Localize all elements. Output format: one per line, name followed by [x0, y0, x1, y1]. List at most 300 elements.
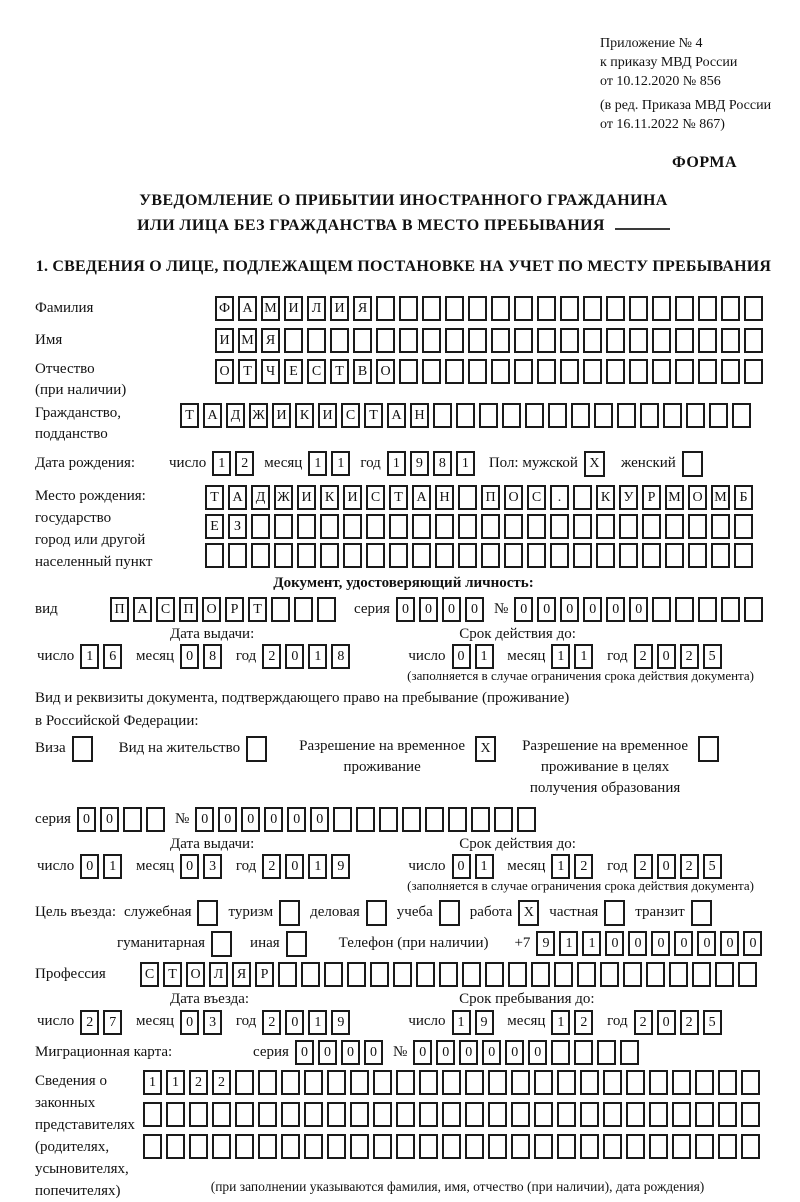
char-cell[interactable] [143, 1134, 162, 1159]
char-cell[interactable] [560, 328, 579, 353]
char-cell[interactable] [718, 1102, 737, 1127]
char-cell[interactable]: Л [307, 296, 326, 321]
char-cell[interactable] [721, 328, 740, 353]
char-cell[interactable] [623, 962, 642, 987]
char-cell[interactable] [373, 1070, 392, 1095]
char-cell[interactable] [297, 514, 316, 539]
char-cell[interactable] [652, 597, 671, 622]
char-cell[interactable]: Т [330, 359, 349, 384]
char-cell[interactable]: Я [232, 962, 251, 987]
char-cell[interactable]: 6 [103, 644, 122, 669]
char-cell[interactable]: 1 [308, 451, 327, 476]
char-cell[interactable] [721, 296, 740, 321]
char-cell[interactable] [350, 1102, 369, 1127]
char-cell[interactable] [366, 543, 385, 568]
char-cell[interactable] [504, 543, 523, 568]
char-cell[interactable]: 2 [634, 854, 653, 879]
char-cell[interactable] [649, 1102, 668, 1127]
char-cell[interactable]: 0 [396, 597, 415, 622]
char-cell[interactable] [692, 962, 711, 987]
char-cell[interactable] [652, 328, 671, 353]
char-cell[interactable] [396, 1134, 415, 1159]
char-cell[interactable] [462, 962, 481, 987]
char-cell[interactable]: 0 [285, 644, 304, 669]
char-cell[interactable]: О [688, 485, 707, 510]
char-cell[interactable] [304, 1102, 323, 1127]
char-cell[interactable] [320, 543, 339, 568]
char-cell[interactable]: А [133, 597, 152, 622]
char-cell[interactable] [640, 403, 659, 428]
char-cell[interactable]: Ж [249, 403, 268, 428]
char-cell[interactable] [491, 328, 510, 353]
char-cell[interactable]: 0 [285, 1010, 304, 1035]
char-cell[interactable] [439, 962, 458, 987]
char-cell[interactable]: А [412, 485, 431, 510]
char-cell[interactable] [485, 962, 504, 987]
char-cell[interactable] [317, 597, 336, 622]
char-cell[interactable] [594, 403, 613, 428]
char-cell[interactable]: 2 [262, 1010, 281, 1035]
char-cell[interactable] [271, 597, 290, 622]
char-cell[interactable] [574, 1040, 593, 1065]
char-cell[interactable] [347, 962, 366, 987]
char-cell[interactable] [235, 1070, 254, 1095]
char-cell[interactable]: Т [248, 597, 267, 622]
char-cell[interactable] [246, 736, 267, 762]
char-cell[interactable]: 0 [180, 854, 199, 879]
char-cell[interactable] [508, 962, 527, 987]
char-cell[interactable]: 3 [203, 854, 222, 879]
char-cell[interactable]: 0 [657, 1010, 676, 1035]
char-cell[interactable] [629, 296, 648, 321]
char-cell[interactable] [596, 543, 615, 568]
char-cell[interactable] [557, 1102, 576, 1127]
char-cell[interactable] [419, 1134, 438, 1159]
char-cell[interactable]: Р [225, 597, 244, 622]
char-cell[interactable]: 2 [262, 854, 281, 879]
char-cell[interactable]: 1 [143, 1070, 162, 1095]
char-cell[interactable]: 0 [657, 644, 676, 669]
char-cell[interactable] [343, 514, 362, 539]
char-cell[interactable] [744, 328, 763, 353]
char-cell[interactable]: 8 [331, 644, 350, 669]
char-cell[interactable]: 1 [452, 1010, 471, 1035]
char-cell[interactable] [573, 543, 592, 568]
char-cell[interactable] [481, 543, 500, 568]
char-cell[interactable] [465, 1102, 484, 1127]
char-cell[interactable] [675, 296, 694, 321]
char-cell[interactable] [652, 359, 671, 384]
char-cell[interactable]: 1 [212, 451, 231, 476]
char-cell[interactable] [212, 1102, 231, 1127]
char-cell[interactable] [573, 514, 592, 539]
char-cell[interactable] [744, 359, 763, 384]
char-cell[interactable] [123, 807, 142, 832]
char-cell[interactable] [211, 931, 232, 957]
char-cell[interactable]: Ч [261, 359, 280, 384]
char-cell[interactable]: 1 [331, 451, 350, 476]
char-cell[interactable]: Т [364, 403, 383, 428]
char-cell[interactable] [445, 296, 464, 321]
char-cell[interactable] [471, 807, 490, 832]
char-cell[interactable] [583, 328, 602, 353]
char-cell[interactable] [734, 514, 753, 539]
char-cell[interactable] [718, 1134, 737, 1159]
char-cell[interactable]: 0 [605, 931, 624, 956]
char-cell[interactable]: 2 [574, 854, 593, 879]
char-cell[interactable] [695, 1070, 714, 1095]
char-cell[interactable] [458, 543, 477, 568]
char-cell[interactable] [468, 296, 487, 321]
char-cell[interactable] [488, 1102, 507, 1127]
char-cell[interactable] [619, 543, 638, 568]
char-cell[interactable]: 0 [295, 1040, 314, 1065]
char-cell[interactable] [626, 1102, 645, 1127]
char-cell[interactable] [422, 359, 441, 384]
char-cell[interactable]: Т [163, 962, 182, 987]
char-cell[interactable]: 2 [574, 1010, 593, 1035]
char-cell[interactable] [514, 296, 533, 321]
char-cell[interactable]: 1 [559, 931, 578, 956]
char-cell[interactable] [721, 597, 740, 622]
char-cell[interactable] [251, 514, 270, 539]
char-cell[interactable]: 1 [103, 854, 122, 879]
char-cell[interactable] [146, 807, 165, 832]
char-cell[interactable]: 0 [285, 854, 304, 879]
char-cell[interactable] [571, 403, 590, 428]
char-cell[interactable] [468, 328, 487, 353]
char-cell[interactable] [258, 1070, 277, 1095]
char-cell[interactable] [560, 296, 579, 321]
char-cell[interactable] [682, 451, 703, 477]
char-cell[interactable]: И [318, 403, 337, 428]
char-cell[interactable] [465, 1134, 484, 1159]
char-cell[interactable]: 2 [189, 1070, 208, 1095]
char-cell[interactable] [370, 962, 389, 987]
char-cell[interactable] [294, 597, 313, 622]
char-cell[interactable]: 0 [287, 807, 306, 832]
char-cell[interactable]: 2 [680, 644, 699, 669]
char-cell[interactable]: Т [238, 359, 257, 384]
char-cell[interactable] [675, 328, 694, 353]
char-cell[interactable] [197, 900, 218, 926]
char-cell[interactable] [258, 1134, 277, 1159]
char-cell[interactable] [688, 543, 707, 568]
char-cell[interactable] [379, 807, 398, 832]
char-cell[interactable] [166, 1134, 185, 1159]
char-cell[interactable] [143, 1102, 162, 1127]
char-cell[interactable]: Ф [215, 296, 234, 321]
char-cell[interactable]: 0 [436, 1040, 455, 1065]
char-cell[interactable]: Я [353, 296, 372, 321]
char-cell[interactable]: Л [209, 962, 228, 987]
char-cell[interactable]: 2 [262, 644, 281, 669]
char-cell[interactable]: 5 [703, 854, 722, 879]
char-cell[interactable]: И [343, 485, 362, 510]
char-cell[interactable] [442, 1070, 461, 1095]
char-cell[interactable] [580, 1070, 599, 1095]
char-cell[interactable]: 0 [628, 931, 647, 956]
char-cell[interactable]: 0 [77, 807, 96, 832]
char-cell[interactable] [425, 807, 444, 832]
char-cell[interactable] [537, 328, 556, 353]
char-cell[interactable]: 1 [475, 854, 494, 879]
char-cell[interactable]: О [186, 962, 205, 987]
char-cell[interactable] [458, 514, 477, 539]
char-cell[interactable] [445, 328, 464, 353]
char-cell[interactable] [698, 736, 719, 762]
char-cell[interactable]: И [272, 403, 291, 428]
char-cell[interactable] [327, 1102, 346, 1127]
char-cell[interactable]: 1 [387, 451, 406, 476]
char-cell[interactable]: 9 [331, 854, 350, 879]
char-cell[interactable] [597, 1040, 616, 1065]
char-cell[interactable]: Т [389, 485, 408, 510]
char-cell[interactable]: 0 [505, 1040, 524, 1065]
char-cell[interactable]: 0 [697, 931, 716, 956]
char-cell[interactable] [281, 1070, 300, 1095]
char-cell[interactable] [534, 1134, 553, 1159]
char-cell[interactable] [205, 543, 224, 568]
char-cell[interactable]: X [475, 736, 496, 762]
char-cell[interactable]: 0 [720, 931, 739, 956]
char-cell[interactable] [675, 359, 694, 384]
char-cell[interactable] [672, 1102, 691, 1127]
char-cell[interactable]: Е [205, 514, 224, 539]
char-cell[interactable] [732, 403, 751, 428]
char-cell[interactable] [550, 543, 569, 568]
char-cell[interactable] [373, 1102, 392, 1127]
char-cell[interactable] [646, 962, 665, 987]
char-cell[interactable] [514, 359, 533, 384]
char-cell[interactable] [439, 900, 460, 926]
char-cell[interactable] [665, 543, 684, 568]
char-cell[interactable] [517, 807, 536, 832]
char-cell[interactable] [672, 1070, 691, 1095]
char-cell[interactable] [580, 1134, 599, 1159]
char-cell[interactable] [307, 328, 326, 353]
char-cell[interactable] [514, 328, 533, 353]
char-cell[interactable] [274, 514, 293, 539]
char-cell[interactable]: М [238, 328, 257, 353]
char-cell[interactable] [416, 962, 435, 987]
char-cell[interactable] [672, 1134, 691, 1159]
char-cell[interactable]: А [203, 403, 222, 428]
char-cell[interactable]: 0 [459, 1040, 478, 1065]
char-cell[interactable] [629, 328, 648, 353]
char-cell[interactable] [468, 359, 487, 384]
char-cell[interactable]: 0 [318, 1040, 337, 1065]
char-cell[interactable]: 0 [452, 644, 471, 669]
char-cell[interactable] [511, 1134, 530, 1159]
char-cell[interactable] [320, 514, 339, 539]
char-cell[interactable]: 0 [606, 597, 625, 622]
char-cell[interactable]: Т [205, 485, 224, 510]
char-cell[interactable] [603, 1134, 622, 1159]
char-cell[interactable]: И [330, 296, 349, 321]
char-cell[interactable] [286, 931, 307, 957]
char-cell[interactable] [251, 543, 270, 568]
char-cell[interactable]: 0 [674, 931, 693, 956]
char-cell[interactable] [350, 1070, 369, 1095]
char-cell[interactable] [550, 514, 569, 539]
char-cell[interactable] [330, 328, 349, 353]
char-cell[interactable]: 1 [456, 451, 475, 476]
char-cell[interactable] [343, 543, 362, 568]
char-cell[interactable] [642, 514, 661, 539]
char-cell[interactable] [327, 1134, 346, 1159]
char-cell[interactable]: А [228, 485, 247, 510]
char-cell[interactable] [698, 597, 717, 622]
char-cell[interactable]: И [215, 328, 234, 353]
char-cell[interactable]: 0 [482, 1040, 501, 1065]
char-cell[interactable] [642, 543, 661, 568]
char-cell[interactable] [718, 1070, 737, 1095]
char-cell[interactable]: П [110, 597, 129, 622]
char-cell[interactable] [366, 514, 385, 539]
char-cell[interactable]: 0 [560, 597, 579, 622]
char-cell[interactable] [419, 1070, 438, 1095]
char-cell[interactable] [603, 1102, 622, 1127]
char-cell[interactable]: X [518, 900, 539, 926]
char-cell[interactable]: О [215, 359, 234, 384]
char-cell[interactable]: 0 [413, 1040, 432, 1065]
char-cell[interactable] [711, 543, 730, 568]
char-cell[interactable] [734, 543, 753, 568]
char-cell[interactable] [715, 962, 734, 987]
char-cell[interactable] [711, 514, 730, 539]
char-cell[interactable]: Е [284, 359, 303, 384]
char-cell[interactable]: . [550, 485, 569, 510]
char-cell[interactable] [511, 1070, 530, 1095]
char-cell[interactable] [402, 807, 421, 832]
char-cell[interactable]: 0 [743, 931, 762, 956]
char-cell[interactable] [412, 514, 431, 539]
char-cell[interactable]: К [295, 403, 314, 428]
char-cell[interactable]: 2 [634, 1010, 653, 1035]
char-cell[interactable] [557, 1134, 576, 1159]
char-cell[interactable] [600, 962, 619, 987]
char-cell[interactable] [554, 962, 573, 987]
char-cell[interactable]: Я [261, 328, 280, 353]
char-cell[interactable]: 8 [433, 451, 452, 476]
char-cell[interactable]: 2 [634, 644, 653, 669]
char-cell[interactable] [695, 1134, 714, 1159]
char-cell[interactable] [606, 359, 625, 384]
char-cell[interactable]: 0 [629, 597, 648, 622]
char-cell[interactable] [72, 736, 93, 762]
char-cell[interactable] [557, 1070, 576, 1095]
char-cell[interactable] [304, 1070, 323, 1095]
char-cell[interactable]: Р [642, 485, 661, 510]
char-cell[interactable]: 7 [103, 1010, 122, 1035]
char-cell[interactable] [353, 328, 372, 353]
char-cell[interactable]: 9 [536, 931, 555, 956]
char-cell[interactable]: 0 [310, 807, 329, 832]
char-cell[interactable]: 1 [475, 644, 494, 669]
char-cell[interactable]: 2 [212, 1070, 231, 1095]
char-cell[interactable] [619, 514, 638, 539]
char-cell[interactable]: О [376, 359, 395, 384]
char-cell[interactable] [376, 296, 395, 321]
char-cell[interactable] [527, 543, 546, 568]
char-cell[interactable] [304, 1134, 323, 1159]
char-cell[interactable]: М [261, 296, 280, 321]
char-cell[interactable] [327, 1070, 346, 1095]
char-cell[interactable] [422, 328, 441, 353]
char-cell[interactable] [366, 900, 387, 926]
char-cell[interactable]: 0 [651, 931, 670, 956]
char-cell[interactable]: 1 [166, 1070, 185, 1095]
char-cell[interactable]: В [353, 359, 372, 384]
char-cell[interactable] [626, 1134, 645, 1159]
char-cell[interactable] [669, 962, 688, 987]
char-cell[interactable]: С [527, 485, 546, 510]
char-cell[interactable] [649, 1070, 668, 1095]
char-cell[interactable] [525, 403, 544, 428]
char-cell[interactable] [604, 900, 625, 926]
char-cell[interactable]: З [228, 514, 247, 539]
char-cell[interactable]: 0 [241, 807, 260, 832]
char-cell[interactable]: 2 [680, 854, 699, 879]
char-cell[interactable]: У [619, 485, 638, 510]
char-cell[interactable] [491, 296, 510, 321]
char-cell[interactable] [698, 296, 717, 321]
char-cell[interactable]: X [584, 451, 605, 477]
char-cell[interactable] [606, 328, 625, 353]
char-cell[interactable] [580, 1102, 599, 1127]
char-cell[interactable]: С [140, 962, 159, 987]
char-cell[interactable]: Т [180, 403, 199, 428]
char-cell[interactable]: Р [255, 962, 274, 987]
char-cell[interactable] [573, 485, 592, 510]
char-cell[interactable] [481, 514, 500, 539]
char-cell[interactable]: 1 [308, 854, 327, 879]
char-cell[interactable] [721, 359, 740, 384]
char-cell[interactable] [350, 1134, 369, 1159]
char-cell[interactable]: И [284, 296, 303, 321]
char-cell[interactable]: 5 [703, 644, 722, 669]
char-cell[interactable]: 1 [551, 854, 570, 879]
char-cell[interactable] [396, 1102, 415, 1127]
char-cell[interactable] [698, 359, 717, 384]
char-cell[interactable]: С [366, 485, 385, 510]
char-cell[interactable] [356, 807, 375, 832]
char-cell[interactable] [606, 296, 625, 321]
char-cell[interactable]: 0 [514, 597, 533, 622]
char-cell[interactable] [741, 1102, 760, 1127]
char-cell[interactable]: 0 [218, 807, 237, 832]
char-cell[interactable]: 2 [235, 451, 254, 476]
char-cell[interactable]: С [156, 597, 175, 622]
char-cell[interactable] [442, 1134, 461, 1159]
char-cell[interactable] [551, 1040, 570, 1065]
char-cell[interactable] [744, 597, 763, 622]
char-cell[interactable] [399, 296, 418, 321]
char-cell[interactable] [281, 1134, 300, 1159]
char-cell[interactable] [189, 1102, 208, 1127]
char-cell[interactable] [166, 1102, 185, 1127]
char-cell[interactable] [741, 1134, 760, 1159]
char-cell[interactable] [596, 514, 615, 539]
char-cell[interactable] [458, 485, 477, 510]
char-cell[interactable] [396, 1070, 415, 1095]
char-cell[interactable]: О [202, 597, 221, 622]
char-cell[interactable] [698, 328, 717, 353]
char-cell[interactable] [504, 514, 523, 539]
char-cell[interactable] [709, 403, 728, 428]
char-cell[interactable]: Н [435, 485, 454, 510]
